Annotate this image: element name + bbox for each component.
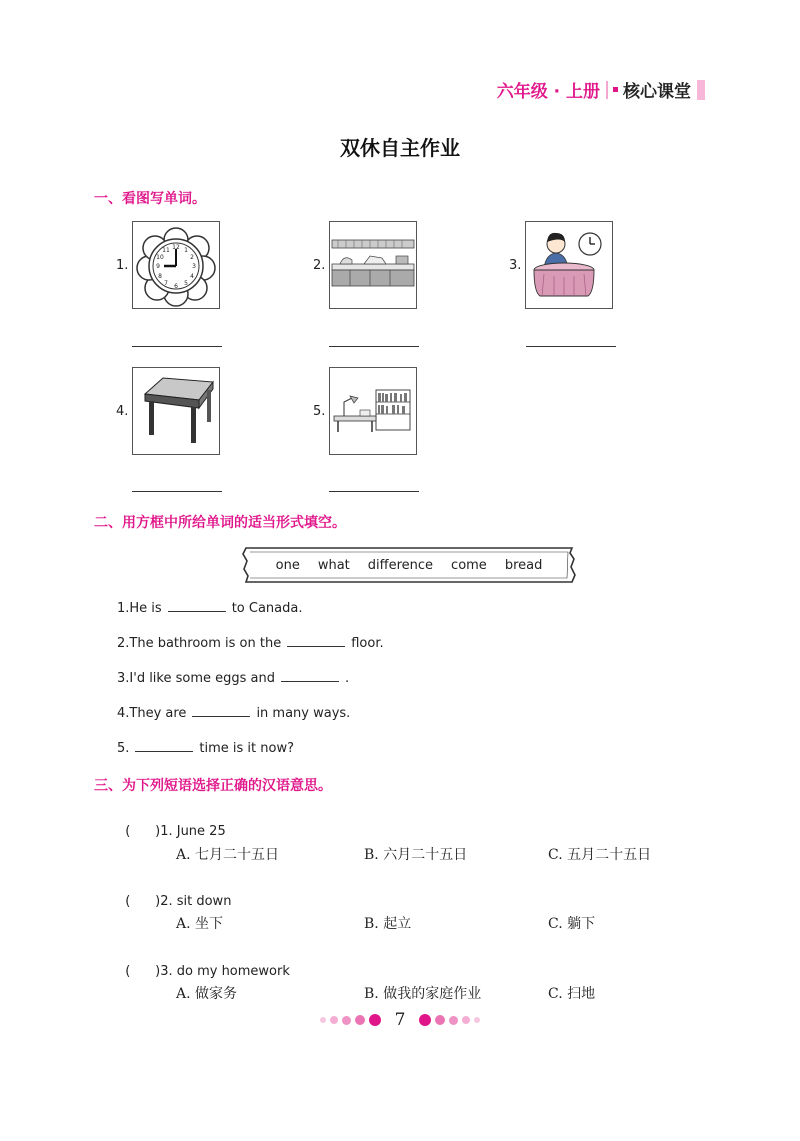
item3-number: 3. [509, 258, 522, 273]
header-divider [606, 81, 608, 99]
footer-dot-icon [462, 1016, 470, 1024]
word-bank [240, 545, 578, 585]
word-one: one [275, 557, 300, 573]
choice-question-1: ( )1. June 25 [125, 824, 226, 839]
footer-dot-icon [369, 1014, 381, 1026]
header-bar-icon [697, 80, 705, 100]
answer-paren-1[interactable]: ( ) [125, 824, 161, 839]
answer-line-2[interactable] [329, 346, 419, 347]
footer-dot-icon [320, 1017, 326, 1023]
section3-heading: 三、为下列短语选择正确的汉语意思。 [94, 778, 332, 794]
fill-question-4: 4. They are in many ways. [117, 706, 351, 721]
answer-line-5[interactable] [329, 491, 419, 492]
q1-option-a: A. 七月二十五日 [176, 847, 280, 863]
word-bank-list [240, 545, 578, 585]
fill-question-2: 2. The bathroom is on the floor. [117, 636, 384, 651]
fill-blank-1[interactable] [168, 599, 226, 612]
grade-label: 六年级 · 上册 [496, 82, 600, 102]
item1-number: 1. [116, 258, 129, 273]
boy-eating-icon [525, 221, 613, 309]
footer-dot-icon [342, 1016, 351, 1025]
choice-question-3: ( )3. do my homework [125, 964, 290, 979]
section2-heading: 二、用方框中所给单词的适当形式填空。 [94, 515, 346, 531]
fill-question-5: 5. time is it now? [117, 741, 294, 756]
svg-text:2: 2 [190, 254, 194, 261]
answer-line-4[interactable] [132, 491, 222, 492]
svg-text:5: 5 [184, 280, 188, 287]
word-difference: difference [367, 557, 434, 573]
svg-text:3: 3 [192, 263, 196, 270]
fill-blank-5[interactable] [135, 739, 193, 752]
word-bread: bread [504, 557, 543, 573]
q2-option-c: C. 躺下 [548, 916, 596, 932]
answer-paren-2[interactable]: ( ) [125, 894, 161, 909]
q2-option-b: B. 起立 [364, 916, 412, 932]
word-what: what [317, 557, 350, 573]
study-room-icon [329, 367, 417, 455]
svg-text:6: 6 [174, 283, 178, 290]
item2-number: 2. [313, 258, 326, 273]
svg-text:10: 10 [156, 254, 164, 261]
svg-text:8: 8 [158, 273, 162, 280]
fill-blank-2[interactable] [287, 634, 345, 647]
kitchen-icon [329, 221, 417, 309]
item4-number: 4. [116, 404, 129, 419]
fill-blank-3[interactable] [281, 669, 339, 682]
q3-option-b: B. 做我的家庭作业 [364, 986, 482, 1002]
q1-option-c: C. 五月二十五日 [548, 847, 652, 863]
svg-text:12: 12 [172, 244, 180, 251]
svg-text:4: 4 [190, 273, 194, 280]
footer-dot-icon [435, 1015, 445, 1025]
course-label: 核心课堂 [623, 82, 691, 102]
page-title: 双休自主作业 [340, 136, 460, 160]
footer-dot-icon [419, 1014, 431, 1026]
svg-text:9: 9 [156, 263, 160, 270]
footer-dot-icon [449, 1016, 458, 1025]
header-square-icon [613, 87, 618, 92]
svg-text:11: 11 [162, 247, 170, 254]
choice-question-2: ( )2. sit down [125, 894, 232, 909]
q1-option-b: B. 六月二十五日 [364, 847, 468, 863]
fill-question-3: 3. I'd like some eggs and . [117, 671, 350, 686]
answer-paren-3[interactable]: ( ) [125, 964, 161, 979]
q3-option-a: A. 做家务 [176, 986, 238, 1002]
answer-line-3[interactable] [526, 346, 616, 347]
footer-dot-icon [474, 1017, 480, 1023]
q2-option-a: A. 坐下 [176, 916, 224, 932]
page-footer [0, 1010, 800, 1030]
footer-dot-icon [355, 1015, 365, 1025]
answer-line-1[interactable] [132, 346, 222, 347]
fill-blank-4[interactable] [192, 704, 250, 717]
footer-dot-icon [330, 1016, 338, 1024]
table-icon [132, 367, 220, 455]
svg-text:1: 1 [184, 247, 188, 254]
page-number: 7 [394, 1010, 406, 1030]
fill-question-1: 1. He is to Canada. [117, 601, 303, 616]
page-header [497, 77, 705, 102]
section1-heading: 一、看图写单词。 [94, 191, 206, 207]
svg-text:7: 7 [164, 280, 168, 287]
word-come: come [451, 557, 487, 573]
clock-icon [132, 221, 220, 309]
item5-number: 5. [313, 404, 326, 419]
q3-option-c: C. 扫地 [548, 986, 596, 1002]
